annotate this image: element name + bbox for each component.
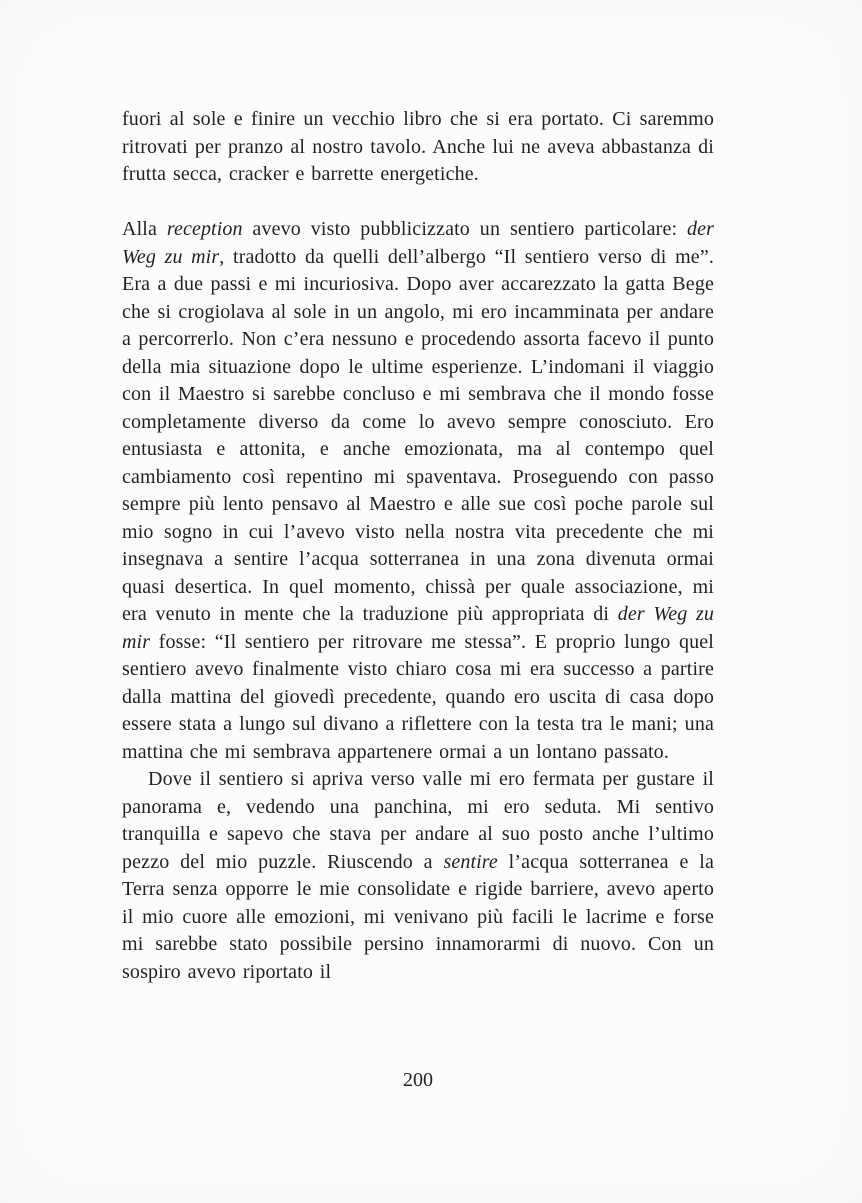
text-run: avevo visto pubblicizzato un sentiero particolare: bbox=[242, 218, 688, 240]
text-run: l’acqua sotterranea e la Terra senza opporre le mie consolidate e rigide barriere, avevo aperto il mio cuore alle emozioni, mi venivano più facili le lacrime e forse mi sarebbe stato possibile persino innamorarmi di nuovo. Con un sospiro avevo riportato il bbox=[122, 850, 714, 983]
paragraph bbox=[122, 106, 714, 189]
italic-run: sentire bbox=[443, 850, 498, 873]
paragraph bbox=[122, 766, 714, 986]
text-run: , tradotto da quelli dell’albergo “Il sentiero verso di me”. Era a due passi e mi incuriosiva. Dopo aver accarezzato la gatta Bege che si crogiolava al sole in un angolo, mi ero incamminata per andare a percorrerlo. Non c’era nessuno e procedendo assorta facevo il punto della mia situazione dopo le ultime esperienze. L’indomani il viaggio con il Maestro si sarebbe concluso e mi sembrava che il mondo fosse completamente diverso da come lo avevo sempre conosciuto. Ero entusiasta e attonita, e anche emozionata, ma al contempo quel cambiamento così repentino mi spaventava. Proseguendo con passo sempre più lento pensavo al Maestro e alle sue così poche parole sul mio sogno in cui l’avevo visto nella nostra vita precedente che mi insegnava a sentire l’acqua sotterranea in una zona divenuta ormai quasi desertica. In quel momento, chissà per quale associazione, mi era venuto in mente che la traduzione più appropriata di bbox=[122, 245, 715, 625]
text-column bbox=[122, 106, 714, 986]
text-run: Alla bbox=[122, 218, 167, 240]
text-run: Dove il sentiero si apriva verso valle mi ero fermata per gustare il panorama e, vedendo una panchina, mi ero seduta. Mi sentivo tranquilla e sapevo che stava per andare al suo posto anche l’ultimo pezzo del mio puzzle. Riuscendo a bbox=[122, 768, 714, 873]
italic-run: der Weg zu mir bbox=[122, 218, 714, 268]
text-run: fuori al sole e finire un vecchio libro che si era portato. Ci saremmo ritrovati per pranzo al nostro tavolo. Anche lui ne aveva abbastanza di frutta secca, cracker e barrette energetiche. bbox=[122, 108, 714, 185]
italic-run: reception bbox=[166, 218, 243, 240]
italic-run: der Weg zu mir bbox=[122, 603, 714, 653]
text-run: fosse: “Il sentiero per ritrovare me stessa”. E proprio lungo quel sentiero avevo finalmente visto chiaro cosa mi era successo a partire dalla mattina del giovedì precedente, quando ero uscita di casa dopo essere stata a lungo sul divano a riflettere con la testa tra le mani; una mattina che mi sembrava appartenere ormai a un lontano passato. bbox=[122, 630, 714, 763]
page-number: 200 bbox=[403, 1069, 433, 1091]
paragraph bbox=[122, 216, 714, 766]
